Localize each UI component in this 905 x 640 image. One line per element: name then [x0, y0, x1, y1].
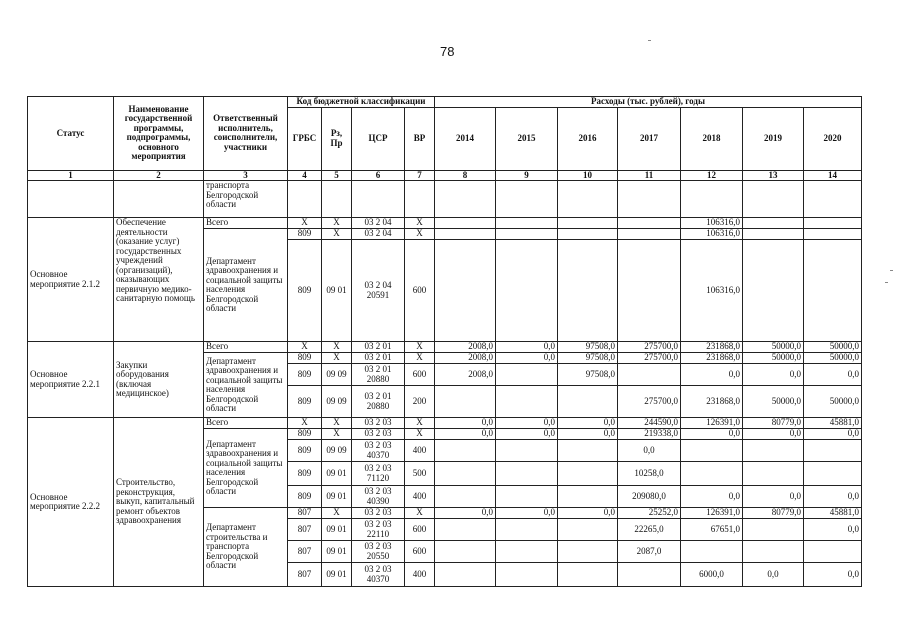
value-cell: 25252,0 [618, 508, 681, 519]
value-cell [743, 218, 804, 229]
vr-cell: 200 [405, 386, 435, 418]
rzpr-cell: 09 01 [322, 462, 352, 486]
value-cell [496, 218, 558, 229]
value-cell [743, 462, 804, 486]
grbs-cell: 809 [288, 429, 322, 440]
value-cell [558, 519, 618, 541]
rzpr-cell: Х [322, 342, 352, 353]
csr-cell: 03 2 03 40390 [352, 486, 405, 508]
value-cell: 0,0 [496, 508, 558, 519]
header-rzpr: Рз, Пр [322, 107, 352, 170]
value-cell: 0,0 [496, 429, 558, 440]
value-cell [558, 462, 618, 486]
rzpr-cell: 09 09 [322, 386, 352, 418]
value-cell: 0,0 [496, 342, 558, 353]
header-status: Статус [28, 97, 114, 171]
grbs-cell: 807 [288, 508, 322, 519]
grbs-cell: 809 [288, 353, 322, 364]
vr-cell: 600 [405, 364, 435, 386]
table-row [28, 418, 862, 429]
column-number: 6 [352, 170, 405, 181]
value-cell [743, 440, 804, 462]
executor-cell: Всего [204, 418, 288, 429]
header-year: 2020 [804, 107, 862, 170]
value-cell [681, 462, 743, 486]
value-cell [558, 218, 618, 229]
name-cell: Обеспечение деятельности (оказание услуг) государственных учреждений (организаций), оказывающих первичную медико-санитарную помощь [114, 218, 204, 342]
header-expenses-group: Расходы (тыс. рублей), годы [435, 97, 862, 108]
status-cell: Основное мероприятие 2.2.2 [28, 418, 114, 587]
executor-cell: Департамент здравоохранения и социальной защиты населения Белгородской области [204, 429, 288, 508]
name-cell: Строительство, реконструкция, выкуп, капитальный ремонт объектов здравоохранения [114, 418, 204, 587]
rzpr-cell: Х [322, 429, 352, 440]
value-cell: 0,0 [681, 486, 743, 508]
rzpr-cell: Х [322, 218, 352, 229]
value-cell: 10258,0 [618, 462, 681, 486]
grbs-cell: Х [288, 342, 322, 353]
value-cell [618, 364, 681, 386]
grbs-cell: 809 [288, 364, 322, 386]
value-cell: 0,0 [804, 429, 862, 440]
column-number: 1 [28, 170, 114, 181]
value-cell: 50000,0 [743, 386, 804, 418]
rzpr-cell: 09 09 [322, 364, 352, 386]
header-bk-group: Код бюджетной классификации [288, 97, 435, 108]
value-cell: 2008,0 [435, 353, 496, 364]
value-cell: 0,0 [435, 508, 496, 519]
rzpr-cell: Х [322, 508, 352, 519]
value-cell [435, 386, 496, 418]
value-cell [496, 364, 558, 386]
grbs-cell: 807 [288, 519, 322, 541]
value-cell [558, 541, 618, 563]
csr-cell: 03 2 03 40370 [352, 563, 405, 587]
csr-cell: 03 2 03 [352, 418, 405, 429]
csr-cell: 03 2 01 20880 [352, 364, 405, 386]
value-cell: 275700,0 [618, 353, 681, 364]
value-cell [496, 229, 558, 240]
value-cell: 0,0 [496, 353, 558, 364]
value-cell [804, 229, 862, 240]
value-cell: 50000,0 [804, 342, 862, 353]
column-number: 3 [204, 170, 288, 181]
value-cell: 22265,0 [618, 519, 681, 541]
value-cell: 0,0 [558, 418, 618, 429]
header-executor: Ответственный исполнитель, соисполнители, участники [204, 97, 288, 171]
value-cell [496, 563, 558, 587]
value-cell: 67651,0 [681, 519, 743, 541]
vr-cell: 600 [405, 240, 435, 342]
value-cell [743, 240, 804, 342]
column-number: 12 [681, 170, 743, 181]
value-cell: 97508,0 [558, 353, 618, 364]
value-cell [681, 541, 743, 563]
value-cell: 0,0 [743, 486, 804, 508]
value-cell: 80779,0 [743, 508, 804, 519]
scan-speck [648, 40, 651, 41]
value-cell: 0,0 [558, 508, 618, 519]
column-number: 2 [114, 170, 204, 181]
executor-cell: Департамент здравоохранения и социальной защиты населения Белгородской области [204, 353, 288, 418]
executor-cell: Департамент строительства и транспорта Белгородской области [204, 508, 288, 587]
table-row [28, 342, 862, 353]
rzpr-cell: 09 01 [322, 240, 352, 342]
csr-cell: 03 2 01 [352, 353, 405, 364]
budget-table [27, 96, 862, 587]
vr-cell: Х [405, 418, 435, 429]
value-cell: 0,0 [681, 364, 743, 386]
value-cell: 0,0 [804, 563, 862, 587]
grbs-cell: Х [288, 418, 322, 429]
value-cell [743, 541, 804, 563]
value-cell: 275700,0 [618, 386, 681, 418]
header-csr: ЦСР [352, 107, 405, 170]
value-cell: 50000,0 [743, 353, 804, 364]
value-cell [435, 462, 496, 486]
value-cell: 0,0 [618, 440, 681, 462]
value-cell: 0,0 [558, 429, 618, 440]
column-number: 9 [496, 170, 558, 181]
csr-cell: 03 2 04 [352, 229, 405, 240]
value-cell: 0,0 [743, 429, 804, 440]
csr-cell: 03 2 01 [352, 342, 405, 353]
grbs-cell: 809 [288, 486, 322, 508]
rzpr-cell: 09 01 [322, 486, 352, 508]
value-cell [804, 240, 862, 342]
grbs-cell: 809 [288, 440, 322, 462]
value-cell: 45881,0 [804, 418, 862, 429]
value-cell [618, 229, 681, 240]
value-cell [743, 229, 804, 240]
header-year: 2015 [496, 107, 558, 170]
value-cell [496, 462, 558, 486]
value-cell: 0,0 [435, 418, 496, 429]
scan-speck [885, 282, 888, 283]
value-cell: 209080,0 [618, 486, 681, 508]
column-number: 7 [405, 170, 435, 181]
value-cell: 0,0 [804, 486, 862, 508]
value-cell [804, 218, 862, 229]
value-cell [435, 563, 496, 587]
executor-cell: Всего [204, 342, 288, 353]
executor-cell: Департамент здравоохранения и социальной защиты населения Белгородской области [204, 229, 288, 342]
value-cell [435, 541, 496, 563]
vr-cell: Х [405, 508, 435, 519]
value-cell: 2008,0 [435, 342, 496, 353]
value-cell [496, 486, 558, 508]
value-cell [558, 563, 618, 587]
value-cell [496, 440, 558, 462]
header-year: 2017 [618, 107, 681, 170]
name-cell [114, 181, 204, 218]
name-cell: Закупки оборудования (включая медицинское) [114, 342, 204, 418]
value-cell: 2087,0 [618, 541, 681, 563]
value-cell: 0,0 [681, 429, 743, 440]
grbs-cell: 807 [288, 541, 322, 563]
value-cell [804, 541, 862, 563]
rzpr-cell: Х [322, 353, 352, 364]
column-number-row [28, 170, 862, 181]
csr-cell: 03 2 03 20550 [352, 541, 405, 563]
value-cell [558, 240, 618, 342]
value-cell: 97508,0 [558, 364, 618, 386]
value-cell: 275700,0 [618, 342, 681, 353]
value-cell: 106316,0 [681, 240, 743, 342]
value-cell: 231868,0 [681, 353, 743, 364]
column-number: 8 [435, 170, 496, 181]
vr-cell: Х [405, 429, 435, 440]
value-cell: 0,0 [743, 364, 804, 386]
value-cell: 126391,0 [681, 508, 743, 519]
value-cell [618, 218, 681, 229]
value-cell [496, 386, 558, 418]
csr-cell: 03 2 03 [352, 429, 405, 440]
value-cell [435, 218, 496, 229]
vr-cell: 400 [405, 440, 435, 462]
status-cell: Основное мероприятие 2.2.1 [28, 342, 114, 418]
value-cell: 231868,0 [681, 386, 743, 418]
vr-cell: 400 [405, 563, 435, 587]
rzpr-cell: 09 01 [322, 563, 352, 587]
value-cell [435, 229, 496, 240]
column-number: 14 [804, 170, 862, 181]
value-cell: 0,0 [435, 429, 496, 440]
value-cell: 0,0 [496, 418, 558, 429]
value-cell [435, 240, 496, 342]
column-number: 13 [743, 170, 804, 181]
rzpr-cell: 09 01 [322, 519, 352, 541]
value-cell [435, 440, 496, 462]
executor-cell: транспорта Белгородской области [204, 181, 288, 218]
value-cell: 45881,0 [804, 508, 862, 519]
value-cell [558, 440, 618, 462]
header-year: 2014 [435, 107, 496, 170]
header-grbs: ГРБС [288, 107, 322, 170]
grbs-cell: 809 [288, 240, 322, 342]
header-year: 2016 [558, 107, 618, 170]
status-cell [28, 181, 114, 218]
csr-cell: 03 2 03 40370 [352, 440, 405, 462]
status-cell: Основное мероприятие 2.1.2 [28, 218, 114, 342]
vr-cell: Х [405, 353, 435, 364]
value-cell: 6000,0 [681, 563, 743, 587]
vr-cell: 600 [405, 541, 435, 563]
value-cell [681, 440, 743, 462]
value-cell [558, 229, 618, 240]
grbs-cell: 809 [288, 229, 322, 240]
value-cell [743, 519, 804, 541]
value-cell: 244590,0 [618, 418, 681, 429]
rzpr-cell: Х [322, 229, 352, 240]
value-cell [804, 462, 862, 486]
value-cell [558, 386, 618, 418]
column-number: 10 [558, 170, 618, 181]
csr-cell: 03 2 03 [352, 508, 405, 519]
csr-cell: 03 2 03 22110 [352, 519, 405, 541]
value-cell [558, 486, 618, 508]
grbs-cell: Х [288, 218, 322, 229]
table-row [28, 218, 862, 229]
value-cell [496, 541, 558, 563]
column-number: 11 [618, 170, 681, 181]
value-cell: 0,0 [804, 519, 862, 541]
vr-cell: Х [405, 218, 435, 229]
value-cell: 80779,0 [743, 418, 804, 429]
value-cell [618, 240, 681, 342]
value-cell: 0,0 [804, 364, 862, 386]
column-number: 5 [322, 170, 352, 181]
value-cell [435, 519, 496, 541]
vr-cell: Х [405, 229, 435, 240]
value-cell [496, 240, 558, 342]
value-cell: 126391,0 [681, 418, 743, 429]
table-row [28, 181, 862, 218]
value-cell: 50000,0 [804, 386, 862, 418]
value-cell: 231868,0 [681, 342, 743, 353]
header-vr: ВР [405, 107, 435, 170]
value-cell: 50000,0 [743, 342, 804, 353]
page-number: 78 [440, 44, 455, 59]
header-row [28, 97, 862, 108]
value-cell: 106316,0 [681, 218, 743, 229]
grbs-cell: 809 [288, 462, 322, 486]
vr-cell: 500 [405, 462, 435, 486]
grbs-cell: 807 [288, 563, 322, 587]
value-cell: 0,0 [743, 563, 804, 587]
value-cell: 50000,0 [804, 353, 862, 364]
rzpr-cell: 09 09 [322, 440, 352, 462]
grbs-cell: 809 [288, 386, 322, 418]
csr-cell: 03 2 04 [352, 218, 405, 229]
vr-cell: 400 [405, 486, 435, 508]
csr-cell: 03 2 01 20880 [352, 386, 405, 418]
executor-cell: Всего [204, 218, 288, 229]
value-cell [496, 519, 558, 541]
value-cell [618, 563, 681, 587]
rzpr-cell: Х [322, 418, 352, 429]
value-cell: 2008,0 [435, 364, 496, 386]
vr-cell: Х [405, 342, 435, 353]
value-cell: 106316,0 [681, 229, 743, 240]
value-cell [804, 440, 862, 462]
scan-speck [890, 270, 893, 271]
value-cell [435, 486, 496, 508]
column-number: 4 [288, 170, 322, 181]
csr-cell: 03 2 03 71120 [352, 462, 405, 486]
rzpr-cell: 09 01 [322, 541, 352, 563]
header-year: 2019 [743, 107, 804, 170]
csr-cell: 03 2 04 20591 [352, 240, 405, 342]
vr-cell: 600 [405, 519, 435, 541]
header-name: Наименование государственной программы, подпрограммы, основного мероприятия [114, 97, 204, 171]
value-cell: 219338,0 [618, 429, 681, 440]
header-year: 2018 [681, 107, 743, 170]
value-cell: 97508,0 [558, 342, 618, 353]
